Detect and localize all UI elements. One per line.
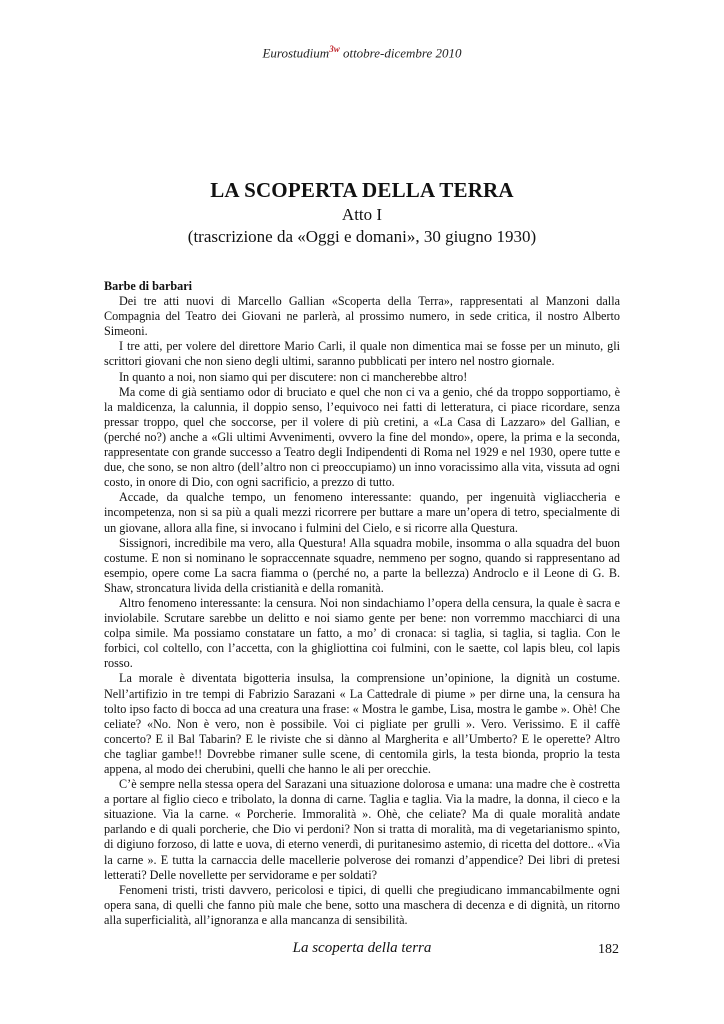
- page-number: 182: [598, 942, 619, 957]
- running-header: [0, 44, 724, 61]
- paragraph: Sissignori, incredibile ma vero, alla Questura! Alla squadra mobile, insomma o alla squadra del buon costume. E non si nominano le sopraccennate squadre, nemmeno per sogno, quando si rappresentano ad esempio, opere come La sacra fiamma o (perché no, a parte la bellezza) Androclo e il Leone di G. B. Shaw, stroncatura livida della cristianità e della romanità.: [104, 535, 620, 595]
- paragraph: Ma come di già sentiamo odor di bruciato e quel che non ci va a genio, ché da troppo sopportiamo, è la maldicenza, la calunnia, il doppio senso, l’equivoco nei fatti di letteratura, ci piace ricordare, senza pressar troppo, quel che soccorse, per il volere di più cretini, a «La Casa di Lazzaro» del Gallian, e (perché no?) anche a «Gli ultimi Avvenimenti, ovvero la fine del mondo», opere, la prima e la seconda, rappresentate con grande successo a Teatro degli Indipendenti di Roma nel 1929 e nel 1930, opere tutte e due, che sono, se non altro (dell’altro non ci preoccupiamo) un inno voracissimo alla vita, vissuta ad ogni costo, in onore di Dio, con ogni sacrificio, a prezzo di tutto.: [104, 384, 620, 490]
- paragraph: Dei tre atti nuovi di Marcello Gallian «Scoperta della Terra», rappresentati al Manzoni dalla Compagnia del Teatro dei Giovani ne parlerà, al prossimo numero, in sede critica, il nostro Alberto Simeoni.: [104, 294, 620, 339]
- paragraph: Fenomeni tristi, tristi davvero, pericolosi e tipici, di quelli che pregiudicano immancabilmente ogni opera sana, di quelli che fanno più male che bene, sotto una maschera di decenza e di dignità, un ritorno alla superficialità, all’ignoranza e alla mancanza di sensibilità.: [104, 882, 620, 927]
- document-title: LA SCOPERTA DELLA TERRA: [210, 178, 514, 202]
- article-body: [104, 279, 620, 928]
- paragraph: C’è sempre nella stessa opera del Sarazani una situazione dolorosa e umana: una madre che è costretta a portare al figlio cieco e tribolato, la donna di carne. Taglia e taglia. Via la madre, la donna, il cieco e la situazione. Via la carne. « Porcherie. Immoralità ». Ohè, che celiate? Ma di quale moralità andate parlando e di quali porcherie, che Dio vi perdoni? Non si tratta di moralità, ma di vegetarianismo spinto, di digiuno forzoso, di latte e uova, di eterno venerdì, di puritanesimo astemio, di ricetta del dottore.. «Via la carne ». E tutta la carnaccia delle macellerie polverose dei romanzi d’appendice? Dei libri di pretesi letterati? Delle novellette per servidorame e per soldati?: [104, 777, 620, 882]
- title-block: [0, 178, 724, 247]
- journal-name: Eurostudium: [262, 45, 330, 61]
- footer-title: La scoperta della terra: [292, 940, 432, 956]
- transcription-note: (trascrizione da «Oggi e domani», 30 giugno 1930): [187, 227, 537, 246]
- paragraph: In quanto a noi, non siamo qui per discutere: non ci mancherebbe altro!: [119, 369, 468, 384]
- issue-date: ottobre-dicembre 2010: [339, 45, 462, 61]
- paragraph: I tre atti, per volere del direttore Mario Carli, il quale non dimentica mai se fosse per un minuto, gli scrittori giovani che non sieno degli ultimi, saranno pubblicati per intero nel nostro giornale.: [104, 339, 620, 369]
- journal-superscript: 3w: [329, 44, 340, 54]
- paragraph: Altro fenomeno interessante: la censura. Noi non sindachiamo l’opera della censura, la quale è sacra e inviolabile. Scrutare sarebbe un delitto e noi siamo gente per bene: non vorremmo macchiarci di una colpa simile. Ma possiamo constatare un fatto, a mo’ di cronaca: si taglia, si taglia, si taglia. Con le forbici, col coltello, con l’accetta, con la ghigliottina coi fulmini, con le saette, col lapis bleu, col lapis rosso.: [104, 595, 620, 671]
- paragraph: La morale è diventata bigotteria insulsa, la comprensione un’opinione, la dignità un costume. Nell’artifizio in tre tempi di Fabrizio Sarazani « La Cattedrale di piume » per dirne una, la censura ha tolto ipso facto di bocca ad una creatura una frase: « Mostra le gambe, Lisa, mostra le gambe ». Ohè! Che celiate? «No. Non è vero, non è possibile. Voi ci pigliate per grulli ». Vero. Verissimo. E il caffè concerto? E il Bal Tabarin? E le riviste che si dànno al Margherita e all’Umberto? E le operette? Altro che tagliar gambe!! Dovrebbe rimaner sulle scene, di centomila girls, la testa bionda, proprio la testa appena, al modo dei cherubini, quelli che hanno le ali per orecchie.: [104, 671, 620, 776]
- paragraph: Accade, da qualche tempo, un fenomeno interessante: quando, per ingenuità vigliaccheria e incompetenza, non si sa più a quali mezzi ricorrere per buttare a mare un’opera di tetro, specialmente di un giovane, allora alla fine, si invocano i fulmini del Cielo, e si ricorre alla Questura.: [104, 490, 620, 535]
- section-title: Barbe di barbari: [104, 279, 193, 293]
- act-label: Atto I: [341, 205, 383, 224]
